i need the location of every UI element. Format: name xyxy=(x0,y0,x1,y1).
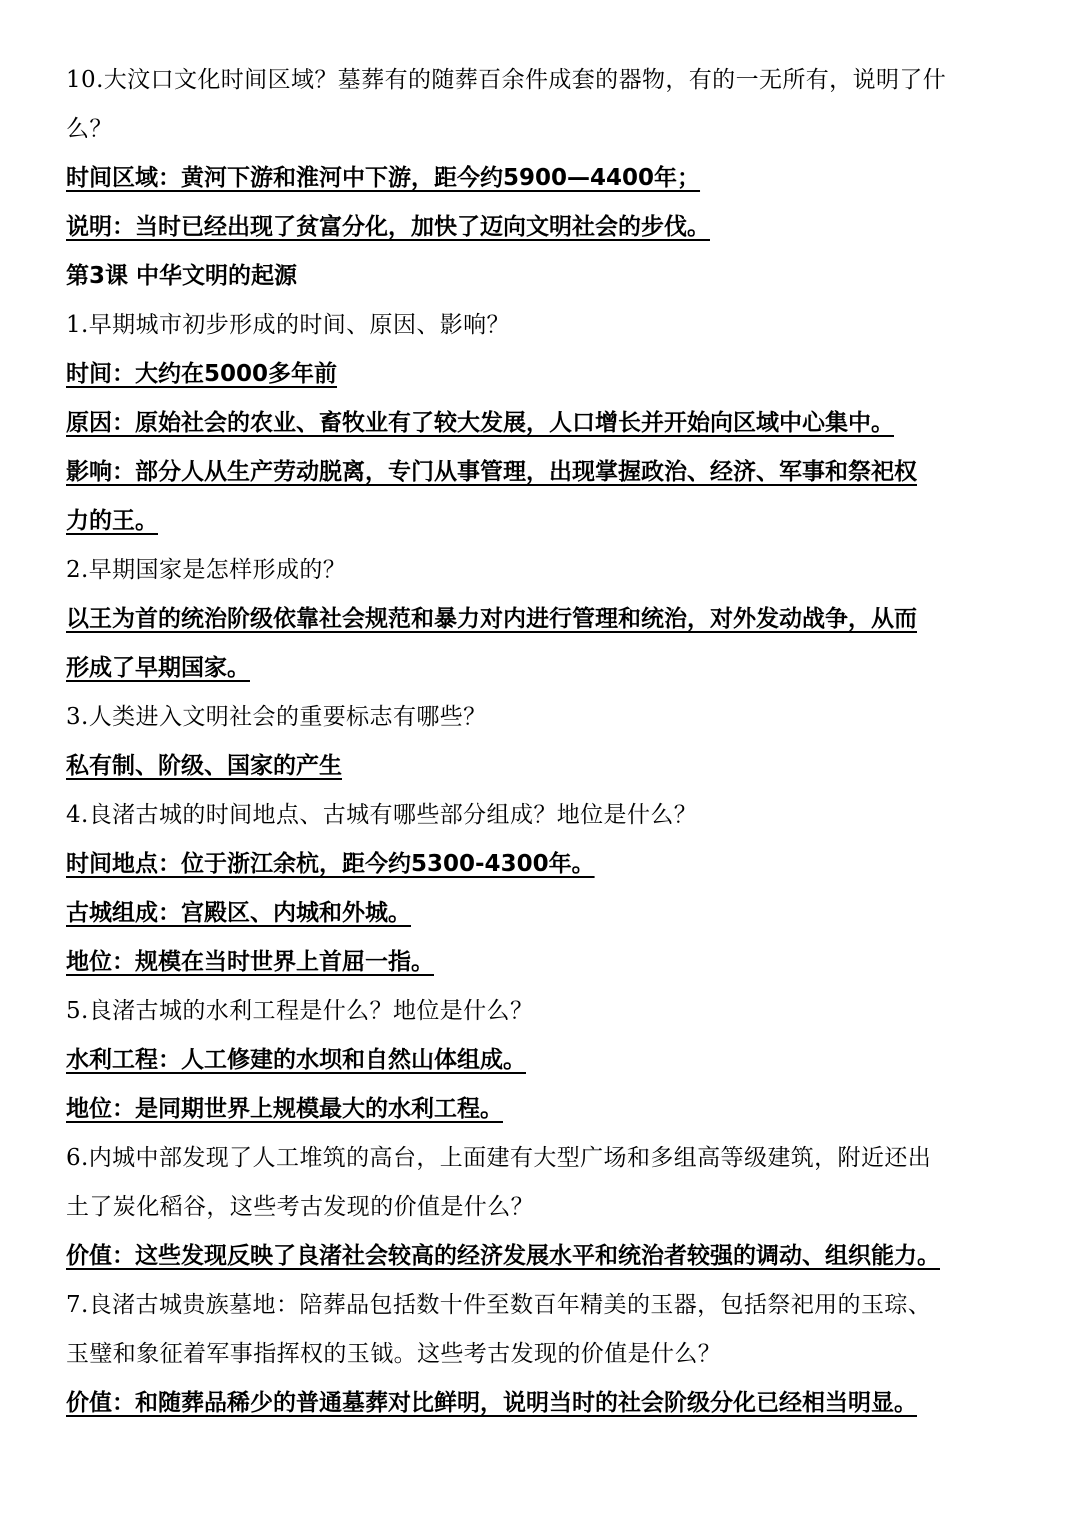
answer-line xyxy=(66,1232,1026,1281)
answer-line xyxy=(66,1036,1026,1085)
answer-line xyxy=(66,840,1026,889)
answer-text: 原因：原始社会的农业、畜牧业有了较大发展，人口增长并开始向区域中心集中。 xyxy=(66,410,894,436)
question-line: 6.内城中部发现了人工堆筑的高台，上面建有大型广场和多组高等级建筑，附近还出 xyxy=(66,1145,932,1171)
answer-text: 影响：部分人从生产劳动脱离，专门从事管理，出现掌握政治、经济、军事和祭祀权 xyxy=(66,459,917,485)
answer-line xyxy=(66,497,1026,546)
answer-line xyxy=(66,399,1026,448)
document-body xyxy=(66,56,1026,1428)
answer-line xyxy=(66,742,1026,791)
answer-line xyxy=(66,595,1026,644)
question-line: 2.早期国家是怎样形成的？ xyxy=(66,557,347,583)
answer-line xyxy=(66,350,1026,399)
answer-line xyxy=(66,889,1026,938)
answer-text: 古城组成：宫殿区、内城和外城。 xyxy=(66,900,411,926)
answer-text: 水利工程：人工修建的水坝和自然山体组成。 xyxy=(66,1047,526,1073)
answer-line xyxy=(66,1085,1026,1134)
answer-text: 力的王。 xyxy=(66,508,158,534)
answer-text: 时间：大约在5000多年前 xyxy=(66,361,338,387)
answer-text: 以王为首的统治阶级依靠社会规范和暴力对内进行管理和统治，对外发动战争，从而 xyxy=(66,606,917,632)
question-line: 10.大汶口文化时间区域？墓葬有的随葬百余件成套的器物，有的一无所有，说明了什 xyxy=(66,67,947,93)
question-line: 5.良渚古城的水利工程是什么？地位是什么？ xyxy=(66,998,534,1024)
question-line: 土了炭化稻谷，这些考古发现的价值是什么？ xyxy=(66,1194,534,1220)
answer-text: 地位：规模在当时世界上首屈一指。 xyxy=(66,949,434,975)
question-line: 3.人类进入文明社会的重要标志有哪些？ xyxy=(66,704,487,730)
answer-text: 价值：这些发现反映了良渚社会较高的经济发展水平和统治者较强的调动、组织能力。 xyxy=(66,1243,940,1269)
question-line: 4.良渚古城的时间地点、古城有哪些部分组成？地位是什么？ xyxy=(66,802,698,828)
question-line: 玉璧和象征着军事指挥权的玉钺。这些考古发现的价值是什么？ xyxy=(66,1341,722,1367)
answer-line xyxy=(66,1379,1026,1428)
answer-text: 形成了早期国家。 xyxy=(66,655,250,681)
answer-text: 价值：和随葬品稀少的普通墓葬对比鲜明，说明当时的社会阶级分化已经相当明显。 xyxy=(66,1390,917,1416)
answer-text: 地位：是同期世界上规模最大的水利工程。 xyxy=(66,1096,503,1122)
question-line: 么？ xyxy=(66,116,113,142)
answer-line xyxy=(66,644,1026,693)
answer-text: 时间地点：位于浙江余杭，距今约5300-4300年。 xyxy=(66,851,595,877)
question-line: 1.早期城市初步形成的时间、原因、影响？ xyxy=(66,312,510,338)
answer-line xyxy=(66,938,1026,987)
question-line: 7.良渚古城贵族墓地：陪葬品包括数十件至数百年精美的玉器，包括祭祀用的玉琮、 xyxy=(66,1292,932,1318)
answer-text: 说明：当时已经出现了贫富分化，加快了迈向文明社会的步伐。 xyxy=(66,214,710,240)
lesson-heading: 第3课 中华文明的起源 xyxy=(66,263,298,289)
answer-text: 时间区域：黄河下游和淮河中下游，距今约5900—4400年； xyxy=(66,165,701,191)
answer-line xyxy=(66,448,1026,497)
answer-text: 私有制、阶级、国家的产生 xyxy=(66,753,342,779)
answer-line xyxy=(66,154,1026,203)
answer-line xyxy=(66,203,1026,252)
